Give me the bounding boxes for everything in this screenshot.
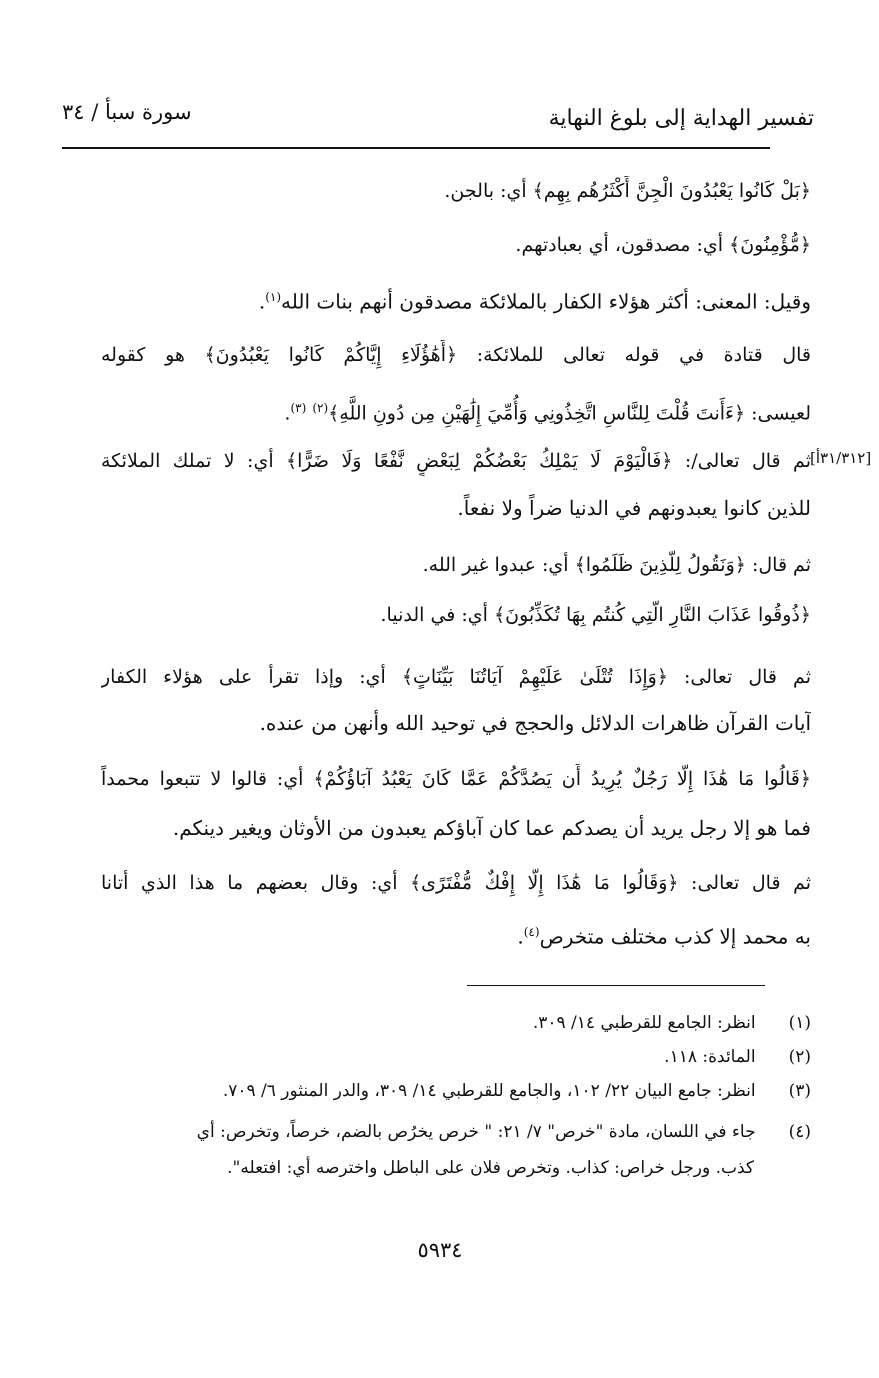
footnote-text: انظر: جامع البيان ٢٢/ ١٠٢، والجامع للقرطبي ١٤/ ٣٠٩، والدر المنثور ٦/ ٧٠٩. <box>222 1081 756 1101</box>
footnote-number: (٤) <box>788 1122 811 1142</box>
text-line-10: ثم قال تعالى: ﴿وَإِذَا تُتْلَىٰ عَلَيْهِمْ آيَاتُنَا بَيِّنَاتٍ﴾ أي: وإذا تقرأ على هؤلاء الكفار <box>101 666 811 688</box>
footnote-divider <box>467 985 765 986</box>
text-line-8: ثم قال: ﴿وَنَقُولُ لِلَّذِينَ ظَلَمُوا﴾ أي: عبدوا غير الله. <box>422 554 811 576</box>
footnote-4 <box>91 1119 811 1145</box>
text-line-7: للذين كانوا يعبدونهم في الدنيا ضراً ولا نفعاً. <box>457 496 811 520</box>
footnote-number: (٢) <box>788 1047 811 1067</box>
running-header-surah: سورة سبأ / ٣٤ <box>62 100 192 124</box>
footnote-ref-3: (٣) <box>290 401 307 415</box>
text-line-5-text: لعيسى: ﴿ءَأَنتَ قُلْتَ لِلنَّاسِ اتَّخِذُونِي وَأُمِّيَ إِلَٰهَيْنِ مِن دُونِ اللَّهِ﴾ <box>328 402 811 425</box>
manuscript-folio-note: [٣١/٣١٢أ] <box>810 449 872 467</box>
page-number: ٥٩٣٤ <box>417 1238 463 1262</box>
text-line-1: ﴿بَلْ كَانُوا يَعْبُدُونَ الْجِنَّ أَكْثَرُهُم بِهِم﴾ أي: بالجن. <box>444 180 811 202</box>
text-line-6: ثم قال تعالى/: ﴿فَالْيَوْمَ لَا يَمْلِكُ بَعْضُكُمْ لِبَعْضٍ نَّفْعًا وَلَا ضَرًّا﴾ أي: لا تملك الملائكة <box>101 450 811 472</box>
footnote-ref-1: (١) <box>265 290 282 304</box>
running-header-book-title: تفسير الهداية إلى بلوغ النهاية <box>548 106 814 131</box>
text-line-5: لعيسى: ﴿ءَأَنتَ قُلْتَ لِلنَّاسِ اتَّخِذُونِي وَأُمِّيَ إِلَٰهَيْنِ مِن دُونِ اللَّهِ﴾$^{(٢)}$ $^{(٣)}$. <box>284 401 811 425</box>
text-line-9: ﴿ذُوقُوا عَذَابَ النَّارِ الَّتِي كُنتُم بِهَا تُكَذِّبُونَ﴾ أي: في الدنيا. <box>380 604 811 626</box>
text-line-15-text: به محمد إلا كذب مختلف متخرص <box>539 924 811 949</box>
footnote-4-continuation: كذب. ورجل خراص: كذاب. وتخرص فلان على الباطل واخترصه أي: افتعله". <box>227 1158 754 1178</box>
footnote-ref-2: (٢) <box>312 401 329 415</box>
text-line-4: قال قتادة في قوله تعالى للملائكة: ﴿أَهَٰؤُلَاءِ إِيَّاكُمْ كَانُوا يَعْبُدُونَ﴾ هو كقوله <box>101 344 811 366</box>
text-line-11: آيات القرآن ظاهرات الدلائل والحجج في توحيد الله وأنهن من عنده. <box>259 711 811 735</box>
text-line-3-text: وقيل: المعنى: أكثر هؤلاء الكفار بالملائكة مصدقون أنهم بنات الله <box>281 289 811 314</box>
footnote-ref-4: (٤) <box>523 925 540 939</box>
text-line-14: ثم قال تعالى: ﴿وَقَالُوا مَا هَٰذَا إِلَّا إِفْكٌ مُّفْتَرًى﴾ أي: وقال بعضهم ما هذا الذي أتانا <box>101 872 811 894</box>
footnote-text: المائدة: ١١٨. <box>664 1047 756 1067</box>
footnote-text: جاء في اللسان، مادة "خرص" ٧/ ٢١: " خرص يخرُص بالضم، خرصاً، وتخرص: أي <box>196 1122 756 1142</box>
footnote-1 <box>91 1010 811 1036</box>
footnote-text: انظر: الجامع للقرطبي ١٤/ ٣٠٩. <box>532 1013 756 1033</box>
footnote-2 <box>91 1044 811 1070</box>
text-line-13: فما هو إلا رجل يريد أن يصدكم عما كان آباؤكم يعبدون من الأوثان ويغير دينكم. <box>172 816 811 840</box>
text-line-12: ﴿قَالُوا مَا هَٰذَا إِلَّا رَجُلٌ يُرِيدُ أَن يَصُدَّكُمْ عَمَّا كَانَ يَعْبُدُ آبَاؤُكُمْ﴾ أي: قالوا لا تتبعوا محمداً <box>101 768 811 790</box>
text-line-15: به محمد إلا كذب مختلف متخرص$^{(٤)}$. <box>517 924 811 949</box>
footnote-3 <box>91 1078 811 1104</box>
footnote-number: (٣) <box>788 1081 811 1101</box>
text-line-3: وقيل: المعنى: أكثر هؤلاء الكفار بالملائكة مصدقون أنهم بنات الله$^{(١)}$. <box>258 289 811 314</box>
text-line-2: ﴿مُّؤْمِنُونَ﴾ أي: مصدقون، أي بعبادتهم. <box>515 234 811 256</box>
header-divider <box>62 147 770 149</box>
footnote-number: (١) <box>788 1013 811 1033</box>
